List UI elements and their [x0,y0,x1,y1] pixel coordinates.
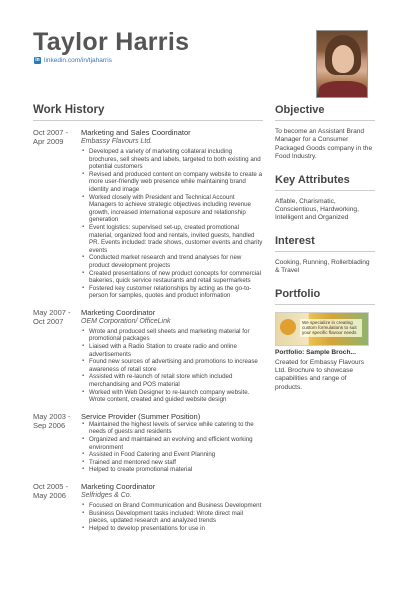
job-bullet: ▪ Maintained the highest levels of service while catering to the needs of guests and residents [81,421,263,436]
job-bullets [81,148,263,300]
sidebar-column [275,104,375,404]
job-bullet: ▪ Created presentations of new product concepts for commercial bakeries, quick service restaurants and retail supermarkets [81,270,263,285]
job-bullet: ▪ Helped to create promotional material [81,466,263,474]
interest-title: Interest [275,235,375,252]
profile-photo [316,30,368,98]
job-dates: Oct 2007 - Apr 2009 [33,128,69,146]
objective-title: Objective [275,104,375,121]
portfolio-title: Portfolio [275,288,375,305]
job-company: Embassy Flavours Ltd. [81,138,153,145]
job-dates: May 2007 - Oct 2007 [33,307,71,326]
job-bullet: ▪ Fostered key customer relationships by acting as the go-to-person for samples, quotes and product information [81,285,263,300]
job-bullet: ▪ Assisted with re-launch of retail store which included merchandising and POS material [81,373,263,388]
job-bullet: ▪ Worked with Web Designer to re-launch company website. Wrote content, created and guided website design [81,389,263,404]
job-bullet: ▪ Assisted in Food Catering and Event Planning [81,451,263,459]
job-bullets [81,502,263,532]
job-bullet: ▪ Conducted market research and trend analyses for new product development projects [81,254,263,269]
job-company: Selfridges & Co. [81,491,132,499]
portfolio-thumb-text: We specialize in creating custom formulations to suit your specific flavour needs [300,319,362,337]
job-entry [33,482,263,532]
job-title: Marketing Coordinator [81,307,156,317]
interest-text: Cooking, Running, Rollerblading & Travel [275,258,370,275]
job-bullet: ▪ Trained and mentored new staff [81,459,263,467]
portfolio-caption[interactable]: Portfolio: Sample Broch... [275,348,356,356]
resume-header [0,0,400,96]
job-bullet: ▪ Helped to develop presentations for use in [81,525,263,533]
job-bullet: ▪ Event logistics: supervised set-up, created promotional material, organized food and rentals, invited guests, handled PR. Events included: trade shows, customer events and charity events [81,224,263,254]
portfolio-thumbnail[interactable] [275,312,369,346]
linkedin-icon: in [35,57,40,63]
job-bullets [81,421,263,474]
job-body [81,128,263,300]
job-entry [33,412,263,474]
job-bullet: ▪ Organized and maintained an evolving and efficient working environment [81,436,263,451]
candidate-name: Taylor Harris [33,28,190,56]
job-bullets [81,328,263,404]
job-bullet: ▪ Revised and produced content on company website to create a more user-friendly web presence while maintaining brand identity and image [81,171,263,194]
job-title: Service Provider (Summer Position) [81,411,201,421]
job-body [81,482,263,532]
portfolio-section [275,288,375,393]
linkedin-url[interactable]: linkedin.com/in/tjaharris [44,57,112,64]
fruit-image [280,319,296,335]
job-bullet: ▪ Worked closely with President and Technical Account Managers to achieve strategic objectives including revenue growth, increased international exposure and relationship generation [81,194,263,224]
work-history-title: Work History [33,104,263,121]
job-dates: Oct 2005 - May 2006 [33,481,69,500]
job-bullet: ▪ Focused on Brand Communication and Business Development [81,502,263,510]
job-body [81,412,263,474]
job-company: OEM Corporation/ OfficeLink [81,317,171,325]
job-bullet: ▪ Liaised with a Radio Station to create radio and online advertisements [81,343,263,358]
job-entry [33,128,263,300]
key-attributes-text: Affable, Charismatic, Conscientious, Hardworking, Intelligent and Organized [275,197,359,222]
job-dates: May 2003 - Sep 2006 [33,411,71,430]
job-bullet: ▪ Developed a variety of marketing collateral including brochures, sell sheets and labels, targeted to both existing and potential customers [81,148,263,171]
job-bullet: ▪ Wrote and produced sell sheets and marketing material for promotional packages [81,328,263,343]
job-list [33,128,263,532]
work-history-column [33,104,263,540]
objective-section [275,104,375,162]
job-bullet: ▪ Business Development tasks included: Wrote direct mail pieces, updated research and analyzed trends [81,510,263,525]
key-attributes-section [275,174,375,223]
portfolio-text: Created for Embassy Flavours Ltd. Brochure to showcase capabilities and range of products. [275,358,365,391]
job-body [81,308,263,404]
linkedin-link[interactable] [34,57,112,64]
job-bullet: ▪ Found new sources of advertising and promotions to increase awareness of retail store [81,358,263,373]
key-attributes-title: Key Attributes [275,174,375,191]
job-title: Marketing and Sales Coordinator [81,128,191,137]
interest-section [275,235,375,276]
job-entry [33,308,263,404]
objective-text: To become an Assistant Brand Manager for a Consumer Packaged Goods company in the Food Industry. [275,128,373,161]
job-title: Marketing Coordinator [81,481,156,491]
